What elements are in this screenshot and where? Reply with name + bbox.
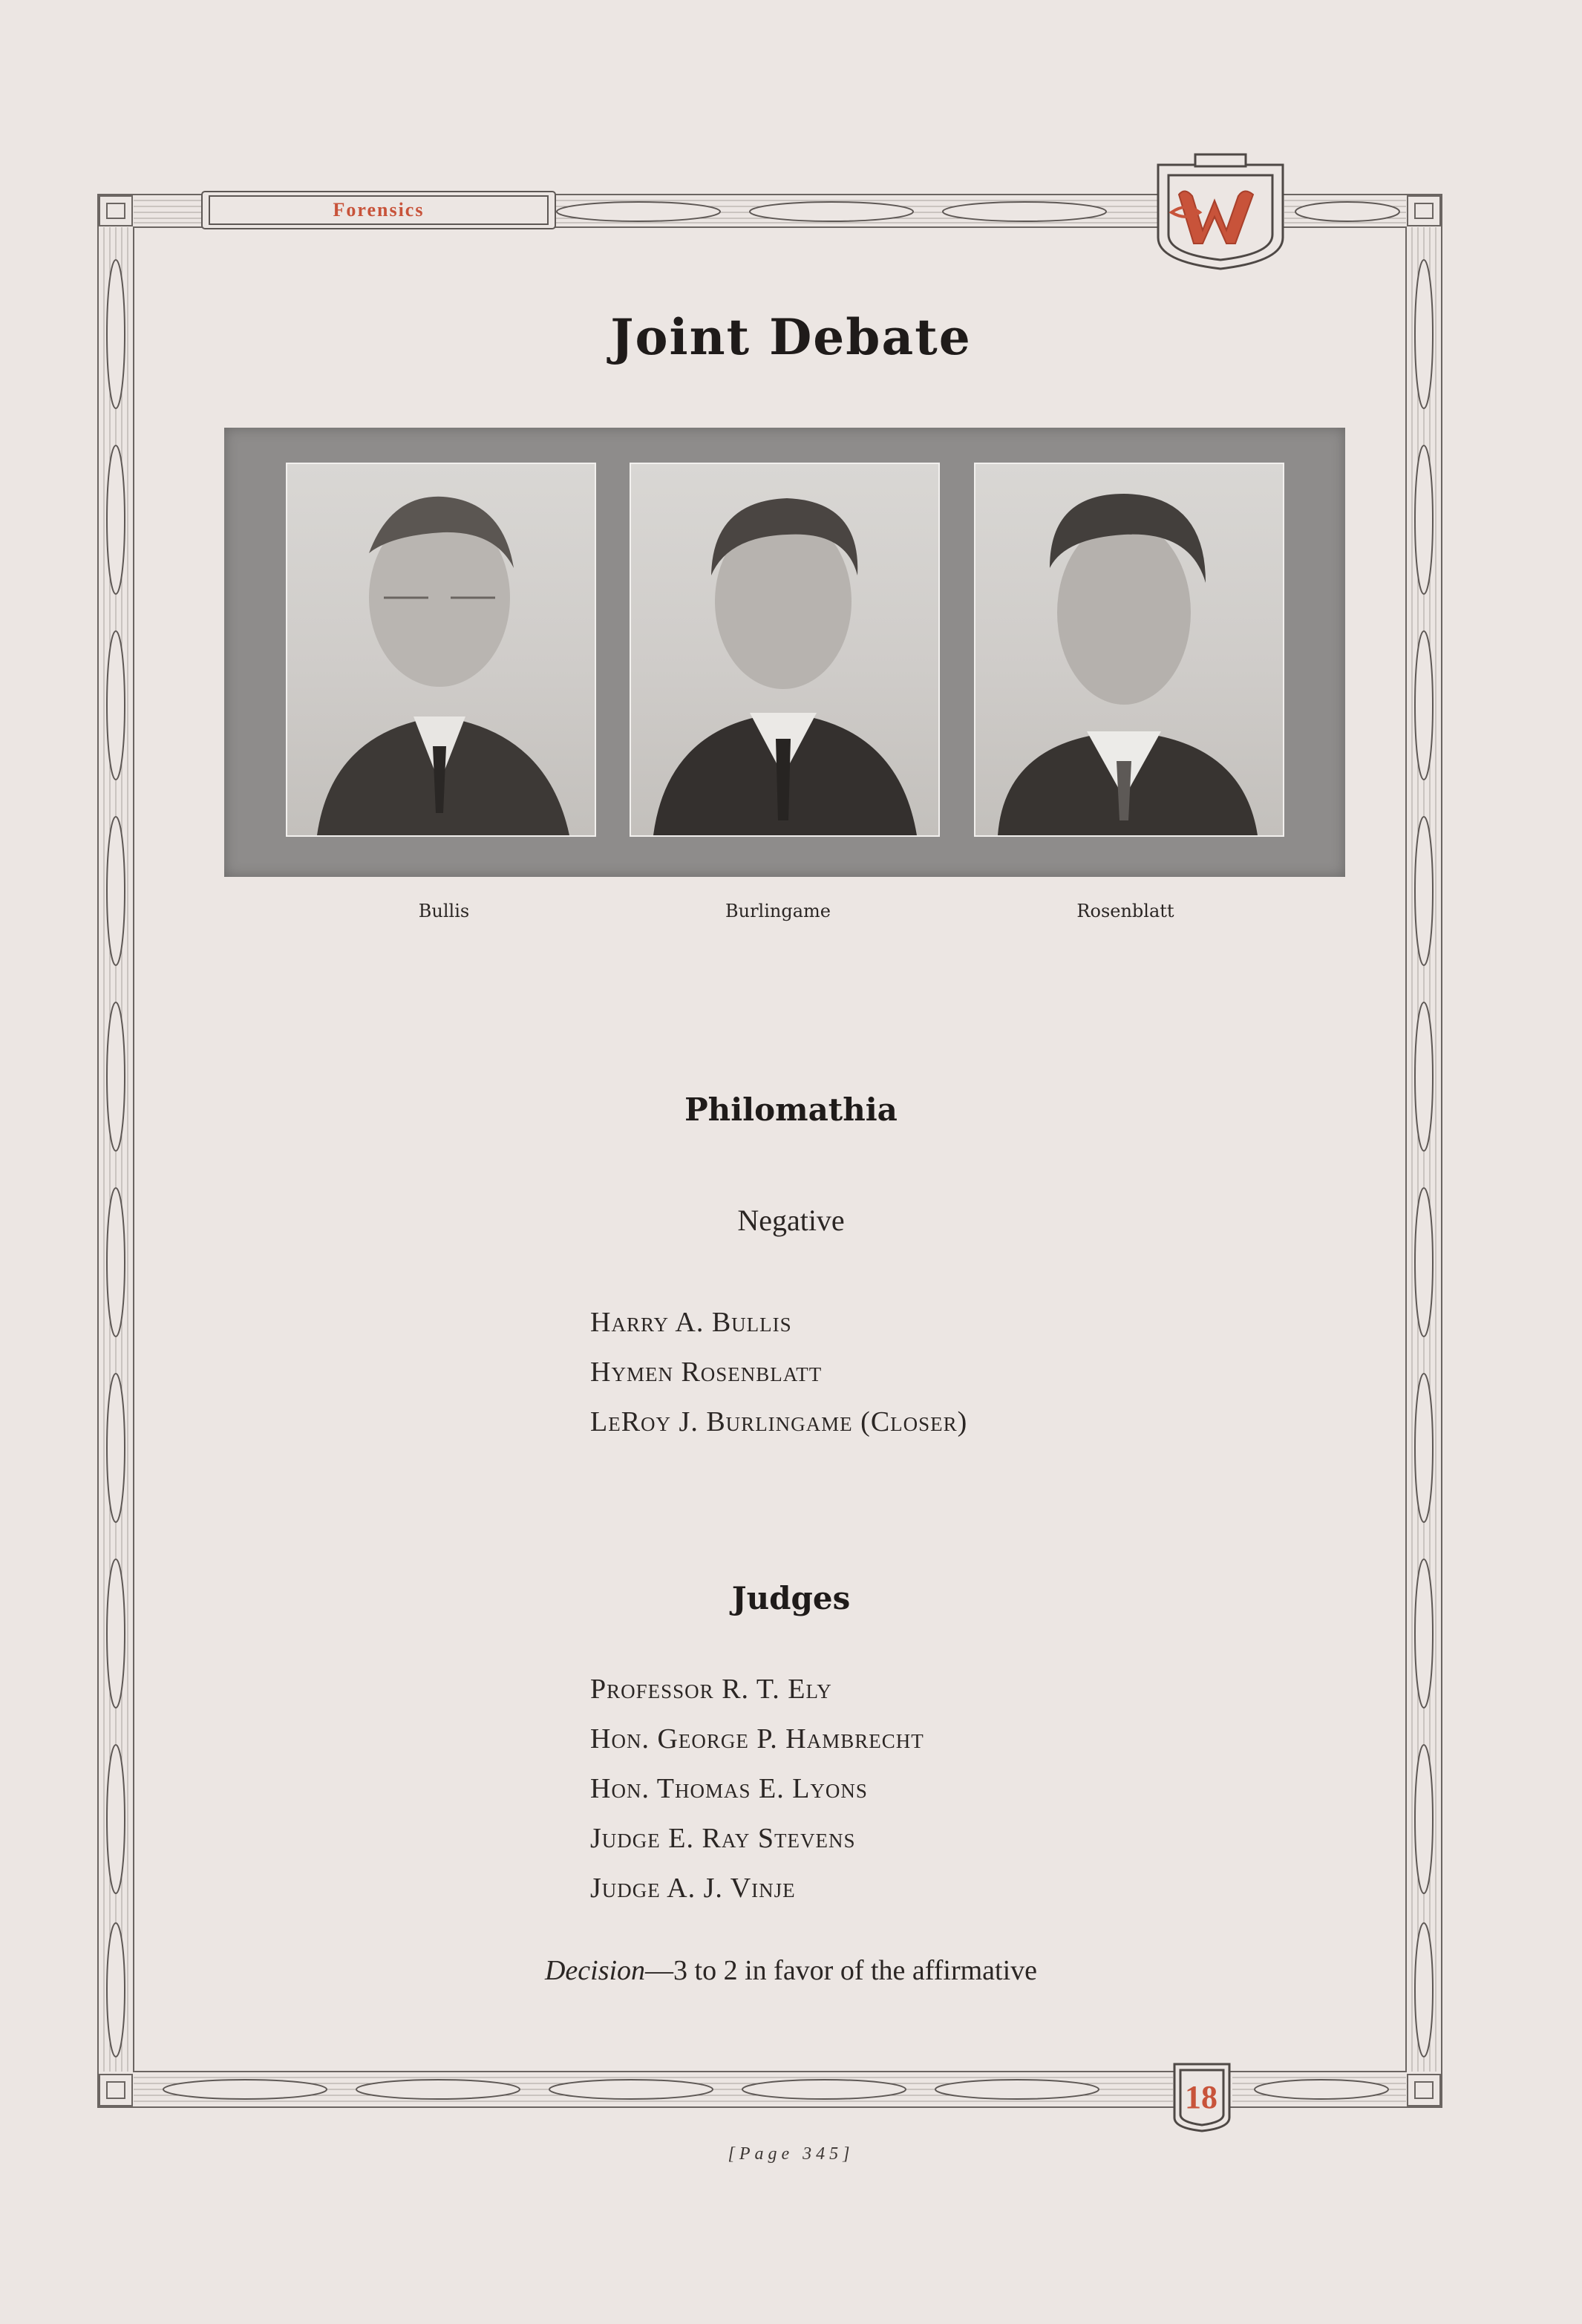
judge-name: Professor R. T. Ely [590, 1674, 832, 1705]
team-member: Harry A. Bullis [590, 1307, 792, 1338]
photo-panel [224, 428, 1345, 877]
judges-list [590, 1665, 924, 1913]
judge-name: Judge E. Ray Stevens [590, 1823, 856, 1854]
team-heading: Philomathia [684, 1091, 898, 1128]
photo-caption-bullis: Bullis [418, 901, 470, 921]
team-member-list [590, 1298, 967, 1447]
section-label [208, 192, 549, 229]
page-number: [Page 345] [728, 2144, 854, 2164]
portrait-photo-rosenblatt [974, 463, 1284, 837]
year-badge-text: 18 [1185, 2078, 1217, 2115]
judge-name: Hon. George P. Hambrecht [590, 1723, 924, 1755]
decision-text: —3 to 2 in favor of the affirmative [645, 1955, 1038, 1986]
portrait-photo-burlingame [630, 463, 940, 837]
photo-caption-burlingame: Burlingame [725, 901, 831, 921]
team-member: Hymen Rosenblatt [590, 1357, 823, 1388]
portrait-photo-bullis [286, 463, 596, 837]
section-label-text: Forensics [333, 199, 425, 221]
photo-caption-rosenblatt: Rosenblatt [1076, 901, 1174, 921]
w-monogram-emblem-icon [1157, 157, 1283, 269]
decision-label: Decision [544, 1955, 646, 1986]
judge-name: Hon. Thomas E. Lyons [590, 1773, 868, 1804]
judges-heading: Judges [731, 1580, 851, 1616]
judge-name: Judge A. J. Vinje [590, 1873, 796, 1904]
team-side: Negative [737, 1204, 845, 1237]
team-member: LeRoy J. Burlingame (Closer) [590, 1406, 968, 1437]
decision-line [0, 1954, 1582, 1987]
page-title: Joint Debate [610, 308, 972, 366]
year-badge [1177, 2069, 1226, 2125]
